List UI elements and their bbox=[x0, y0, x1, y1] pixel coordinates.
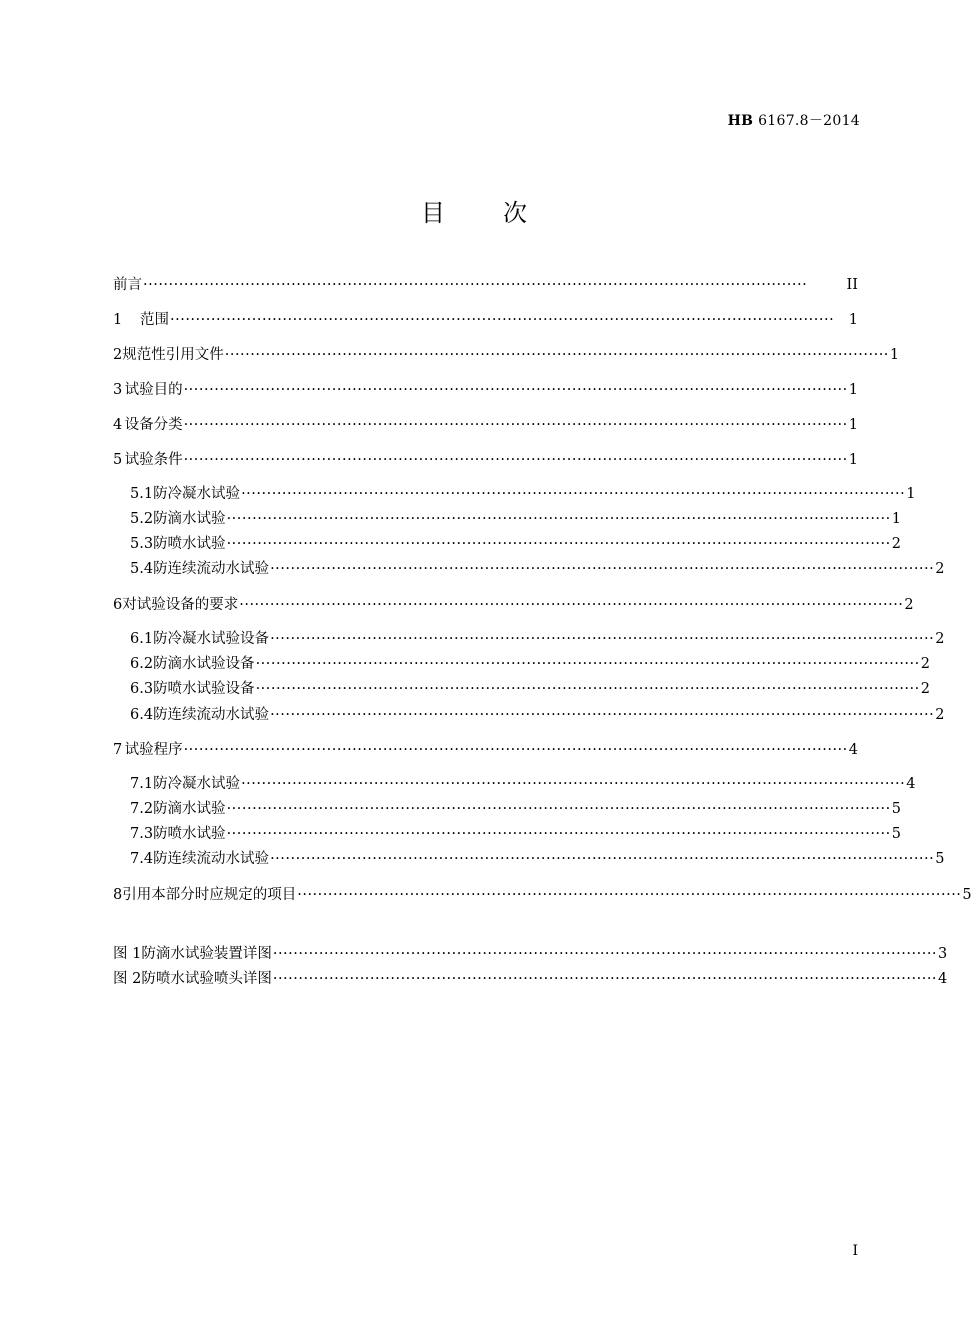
toc-entry-number: 7.2 bbox=[130, 801, 154, 817]
dot-leader: ·································································································································· bbox=[170, 312, 835, 328]
toc-entry-7-4[interactable] bbox=[130, 847, 945, 869]
dot-leader: ·································································································································· bbox=[183, 417, 848, 433]
toc-entry-page: 1 bbox=[848, 382, 858, 398]
toc-entry-label: 防喷水试验 bbox=[153, 826, 226, 842]
toc-entry-label: 对试验设备的要求 bbox=[122, 597, 239, 613]
toc-entry-label: 前言 bbox=[113, 277, 142, 293]
toc-entry-6-4[interactable] bbox=[130, 703, 945, 725]
toc-entry-number: 7.3 bbox=[130, 826, 154, 842]
dot-leader: ·································································································································· bbox=[270, 707, 935, 723]
title-right-char: 次 bbox=[503, 199, 529, 227]
dot-leader: ·································································································································· bbox=[241, 486, 906, 502]
dot-leader: ·································································································································· bbox=[226, 801, 891, 817]
page-number: I bbox=[852, 1243, 858, 1259]
toc-entry-number: 8 bbox=[113, 887, 123, 903]
dot-leader: ·································································································································· bbox=[270, 631, 935, 647]
toc-entry-page: 2 bbox=[935, 631, 945, 647]
toc-entry-page: 5 bbox=[935, 851, 945, 867]
toc-entry-label: 范围 bbox=[140, 312, 169, 328]
toc-entry-number: 6.1 bbox=[130, 631, 154, 647]
toc-entry-page: 1 bbox=[848, 452, 858, 468]
toc-entry-page: 5 bbox=[891, 801, 901, 817]
dot-leader: ·································································································································· bbox=[297, 887, 962, 903]
toc-entry-number: 5.3 bbox=[130, 536, 154, 552]
toc-entry-5[interactable] bbox=[113, 448, 858, 470]
toc-entry-page: 4 bbox=[848, 742, 858, 758]
toc-entry-number: 5 bbox=[113, 452, 123, 468]
toc-entry-number: 2 bbox=[113, 347, 123, 363]
standard-prefix: HB bbox=[727, 113, 754, 129]
toc-entry-label: 防连续流动水试验 bbox=[153, 707, 270, 723]
toc-entry-label: 试验程序 bbox=[124, 742, 183, 758]
toc-entry-number: 6.4 bbox=[130, 707, 154, 723]
toc-entry-label: 防滴水试验 bbox=[153, 511, 226, 527]
toc-entry-number: 6 bbox=[113, 597, 123, 613]
toc-entry-5-1[interactable] bbox=[130, 482, 916, 504]
document-identifier bbox=[728, 110, 860, 130]
toc-entry-foreword[interactable] bbox=[113, 273, 858, 295]
toc-entry-6-3[interactable] bbox=[130, 677, 930, 699]
title-left-char: 目 bbox=[421, 199, 447, 227]
toc-entry-page: II bbox=[846, 277, 858, 293]
toc-entry-label: 防冷凝水试验 bbox=[153, 486, 241, 502]
dot-leader: ·································································································································· bbox=[272, 971, 938, 987]
toc-entry-label: 防冷凝水试验设备 bbox=[153, 631, 270, 647]
toc-entry-8[interactable] bbox=[113, 883, 972, 905]
toc-entry-5-4[interactable] bbox=[130, 557, 945, 579]
toc-entry-page: 1 bbox=[889, 347, 900, 363]
figure-entry-2[interactable] bbox=[113, 967, 948, 989]
toc-entry-page: 2 bbox=[904, 597, 914, 613]
toc-entry-label: 规范性引用文件 bbox=[122, 347, 224, 363]
figure-entry-page: 4 bbox=[938, 971, 948, 987]
dot-leader: ·································································································································· bbox=[272, 946, 938, 962]
toc-entry-page: 2 bbox=[920, 656, 930, 672]
toc-entry-number: 7.1 bbox=[130, 776, 154, 792]
toc-entry-number: 3 bbox=[113, 382, 123, 398]
toc-entry-number: 5.1 bbox=[130, 486, 154, 502]
standard-number: 6167.8－2014 bbox=[758, 113, 860, 129]
toc-entry-number: 6.3 bbox=[130, 681, 154, 697]
toc-entry-5-2[interactable] bbox=[130, 507, 901, 529]
toc-entry-label: 试验条件 bbox=[124, 452, 183, 468]
toc-entry-7-3[interactable] bbox=[130, 822, 901, 844]
dot-leader: ·································································································································· bbox=[270, 851, 935, 867]
dot-leader: ·································································································································· bbox=[255, 681, 920, 697]
toc-entry-6[interactable] bbox=[113, 593, 914, 615]
toc-entry-7-2[interactable] bbox=[130, 797, 901, 819]
figure-entry-page: 3 bbox=[938, 946, 948, 962]
toc-entry-label: 防连续流动水试验 bbox=[153, 851, 270, 867]
toc-entry-number: 5.4 bbox=[130, 561, 154, 577]
dot-leader: ·································································································································· bbox=[143, 277, 808, 293]
toc-entry-label: 防喷水试验 bbox=[153, 536, 226, 552]
dot-leader: ·································································································································· bbox=[183, 382, 848, 398]
toc-entry-4[interactable] bbox=[113, 413, 858, 435]
dot-leader: ·································································································································· bbox=[183, 452, 848, 468]
toc-entry-label: 防连续流动水试验 bbox=[153, 561, 270, 577]
figure-entry-label: 防喷水试验喷头详图 bbox=[141, 971, 272, 987]
figure-entry-number: 图 2 bbox=[113, 971, 142, 987]
toc-entry-6-1[interactable] bbox=[130, 627, 945, 649]
toc-entry-7[interactable] bbox=[113, 738, 858, 760]
toc-entry-7-1[interactable] bbox=[130, 772, 916, 794]
toc-entry-label: 设备分类 bbox=[124, 417, 183, 433]
dot-leader: ·································································································································· bbox=[226, 826, 891, 842]
toc-entry-label: 引用本部分时应规定的项目 bbox=[122, 887, 297, 903]
toc-entry-label: 试验目的 bbox=[124, 382, 183, 398]
toc-entry-2[interactable] bbox=[113, 343, 900, 365]
toc-entry-3[interactable] bbox=[113, 378, 858, 400]
dot-leader: ·································································································································· bbox=[226, 511, 891, 527]
dot-leader: ·································································································································· bbox=[255, 656, 920, 672]
figure-entry-number: 图 1 bbox=[113, 946, 142, 962]
toc-entry-page: 4 bbox=[906, 776, 916, 792]
toc-entry-number: 7 bbox=[113, 742, 123, 758]
toc-entry-page: 2 bbox=[935, 561, 945, 577]
toc-entry-page: 2 bbox=[920, 681, 930, 697]
toc-entry-1[interactable] bbox=[113, 308, 858, 330]
toc-entry-6-2[interactable] bbox=[130, 652, 930, 674]
toc-entry-label: 防喷水试验设备 bbox=[153, 681, 255, 697]
toc-entry-page: 5 bbox=[962, 887, 972, 903]
dot-leader: ·································································································································· bbox=[224, 347, 889, 363]
toc-entry-label: 防滴水试验 bbox=[153, 801, 226, 817]
dot-leader: ·································································································································· bbox=[239, 597, 904, 613]
toc-entry-label: 防冷凝水试验 bbox=[153, 776, 241, 792]
toc-entry-page: 2 bbox=[891, 536, 901, 552]
toc-entry-number: 6.2 bbox=[130, 656, 154, 672]
dot-leader: ·································································································································· bbox=[270, 561, 935, 577]
toc-entry-page: 1 bbox=[906, 486, 916, 502]
toc-entry-page: 1 bbox=[891, 511, 901, 527]
dot-leader: ·································································································································· bbox=[183, 742, 848, 758]
toc-entry-number: 4 bbox=[113, 417, 123, 433]
toc-entry-label: 防滴水试验设备 bbox=[153, 656, 255, 672]
toc-entry-number: 1 bbox=[113, 312, 123, 328]
figure-entry-label: 防滴水试验装置详图 bbox=[141, 946, 272, 962]
toc-entry-5-3[interactable] bbox=[130, 532, 901, 554]
toc-entry-page: 1 bbox=[848, 312, 858, 328]
toc-entry-number: 7.4 bbox=[130, 851, 154, 867]
page-title bbox=[0, 193, 950, 228]
toc-entry-page: 1 bbox=[848, 417, 858, 433]
figure-entry-1[interactable] bbox=[113, 942, 948, 964]
toc-entry-page: 5 bbox=[891, 826, 901, 842]
toc-entry-page: 2 bbox=[935, 707, 945, 723]
toc-entry-number: 5.2 bbox=[130, 511, 154, 527]
dot-leader: ·································································································································· bbox=[241, 776, 906, 792]
dot-leader: ·································································································································· bbox=[226, 536, 891, 552]
